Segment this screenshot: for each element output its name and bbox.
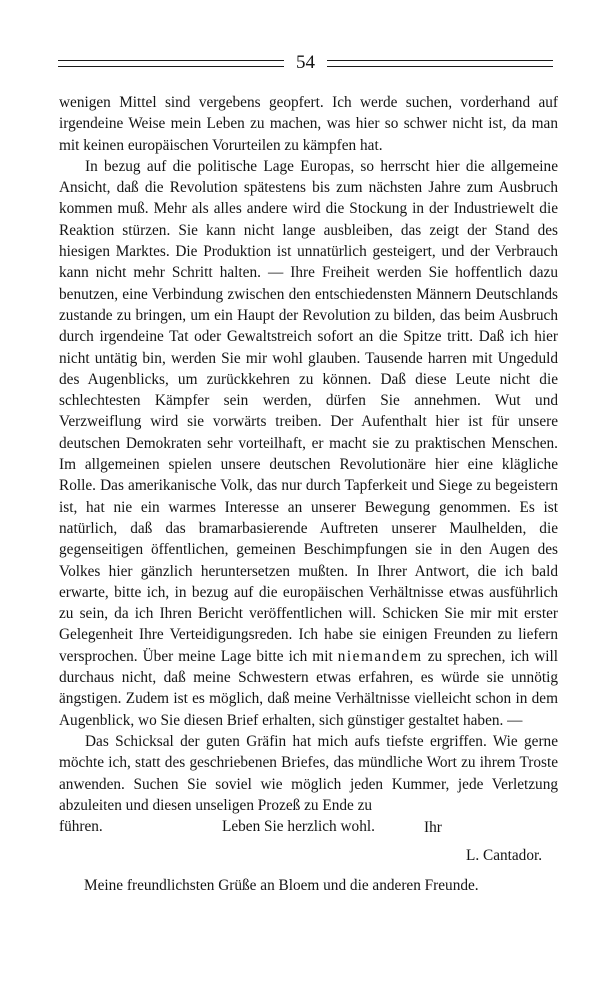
closing-regards: Leben Sie herzlich wohl.	[222, 818, 375, 836]
header-rule-left	[58, 60, 284, 67]
emphasized-word: niemandem	[337, 647, 423, 665]
page-header	[58, 52, 553, 74]
page-number: 54	[296, 52, 315, 73]
salutation: Ihr	[424, 819, 442, 836]
header-rule-right	[327, 60, 553, 67]
paragraph-politics-text: In bezug auf die politische Lage Europas, so herrscht hier die allgemeine Ansicht, daß die Revolution spätestens bis zum nächsten Jahre zum Ausbruch kommen muß. Mehr als alles andere wird die Stockung in der Industriewelt die Reaktion stürzen. Sie kann nicht lange ausbleiben, das zeigt der Stand des hiesigen Marktes. Die Produktion ist unnatürlich gesteigert, und der Verbrauch kann nicht mehr Schritt halten. — Ihre Freiheit werden Sie hoffentlich dazu benutzen, eine Verbindung zwischen den entschiedensten Männern Deutschlands zustande zu bringen, um ein Haupt der Revolution zu bilden, das beim Ausbruch durch irgendeine Tat oder Gewaltstreich sofort an die Spitze tritt. Daß ich hier nicht untätig bin, werden Sie mir wohl glauben. Tausende harren mit Ungeduld des Augenblicks, um zurückkehren zu können. Daß diese Leute nicht die schlechtesten Kämpfer sein werden, dürfen Sie annehmen. Wut und Verzweiflung wird sie vorwärts treiben. Der Aufenthalt hier ist für unsere deutschen Demokraten sehr vorteilhaft, er macht sie zu praktischen Menschen. Im allgemeinen spielen unsere deutschen Revolutionäre hier eine klägliche Rolle. Das amerikanische Volk, das nur durch Tapferkeit und Siege zu begeistern ist, hat nie ein warmes Interesse an unserer Bewegung genommen. Es ist natürlich, daß das bramarbasierende Auftreten unserer Maulhelden, die gegenseitigen öffentlichen, gemeinen Beschimpfungen sie in den Augen des Volkes hier gänzlich heruntersetzen mußten. In Ihrer Antwort, die ich bald erwarte, bitte ich, in bezug auf die europäischen Verhältnisse etwas ausführlich zu sein, da ich Ihren Bericht veröffentlichen will. Schicken Sie mir mit erster Gelegenheit Ihre Verteidigungsreden. Ich habe sie einigen Freunden zu liefern versprochen. Über meine Lage bitte ich mit	[59, 157, 558, 665]
paragraph-politics	[59, 156, 558, 731]
closing-line	[59, 816, 558, 837]
letter-body	[59, 92, 558, 837]
paragraph-continuation: wenigen Mittel sind vergebens geopfert. Ich werde suchen, vorderhand auf irgendeine Weise mein Leben zu machen, was hier so schwer nicht ist, da man mit keinen europäischen Vorurteilen zu kämpfen hat.	[59, 94, 558, 154]
signature: L. Cantador.	[466, 847, 543, 864]
closing-last-word: führen.	[59, 818, 103, 836]
paragraph-politics-end: zu sprechen, ich will durchaus nicht, daß meine Schwestern etwas erfahren, es würde sie unnötig ängstigen. Zudem ist es möglich, daß meine Verhältnisse vielleicht schon in dem Augenblick, wo Sie diesen Brief erhalten, sich günstiger gestaltet haben. —	[59, 647, 558, 729]
postscript: Meine freundlichsten Grüße an Bloem und die anderen Freunde.	[84, 877, 479, 894]
paragraph-countess: Das Schicksal der guten Gräfin hat mich aufs tiefste ergriffen. Wie gerne möchte ich, statt des geschriebenen Briefes, das mündliche Wort zu ihrem Troste anwenden. Suchen Sie soviel wie möglich jeden Kummer, jede Verletzung abzuleiten und diesen unseligen Prozeß zu Ende zu	[59, 732, 558, 814]
